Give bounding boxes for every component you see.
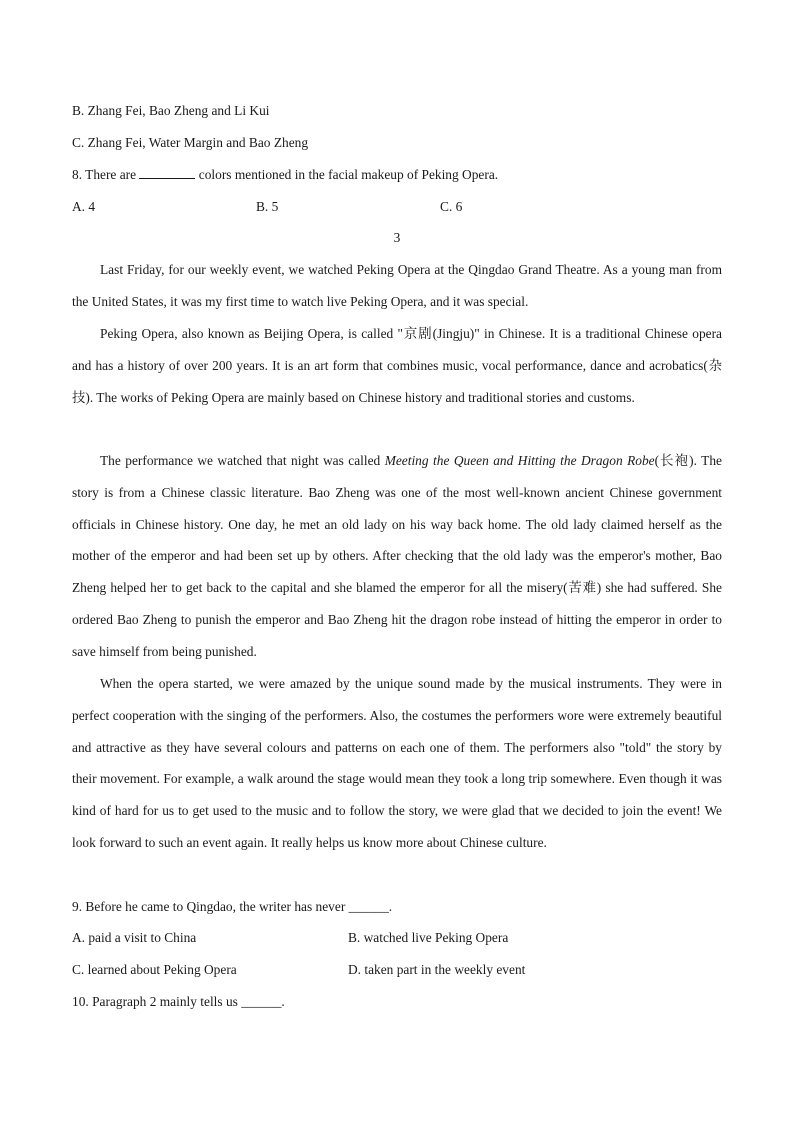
q9-option-d: D. taken part in the weekly event	[348, 962, 526, 977]
q8-option-c: C. 6	[440, 199, 463, 214]
q9-option-c: C. learned about Peking Opera	[72, 962, 237, 977]
q8-stem-before: 8. There are	[72, 167, 140, 182]
q8-blank	[139, 178, 195, 179]
q9-stem: 9. Before he came to Qingdao, the writer has never ______.	[72, 899, 393, 914]
q9-option-b: B. watched live Peking Opera	[348, 930, 509, 945]
q8-option-b: B. 5	[256, 199, 279, 214]
q8-stem-after: colors mentioned in the facial makeup of Peking Opera.	[195, 167, 499, 182]
passage-paragraph-2: Peking Opera, also known as Beijing Opera, is called "京剧(Jingju)" in Chinese. It is a traditional Chinese opera and has a history of over 200 years. It is an art form that combines music, vocal performance, dance and acrobatics(杂技). The works of Peking Opera are mainly based on Chinese history and traditional stories and customs.	[72, 326, 722, 405]
passage-number: 3	[393, 230, 401, 245]
paragraph-3-body: (长袍). The story is from a Chinese classic literature. Bao Zheng was one of the most well-known ancient Chinese government officials in Chinese history. One day, he met an old lady on his way back home. The old lady claimed herself as the mother of the emperor and had been set up by others. After checking that the old lady was the emperor's mother, Bao Zheng helped her to get back to the capital and she blamed the emperor for all the misery(苦难) she had suffered. She ordered Bao Zheng to punish the emperor and Bao Zheng hit the dragon robe instead of hitting the emperor in order to save himself from being punished.	[72, 453, 722, 659]
opera-title: Meeting the Queen and Hitting the Dragon Robe	[384, 453, 655, 468]
q7-option-b: B. Zhang Fei, Bao Zheng and Li Kui	[72, 103, 270, 118]
q8-stem	[72, 167, 498, 183]
q9-option-a: A. paid a visit to China	[72, 930, 197, 945]
passage-paragraph-3	[72, 445, 722, 668]
passage-paragraph-1: Last Friday, for our weekly event, we watched Peking Opera at the Qingdao Grand Theatre. As a young man from the United States, it was my first time to watch live Peking Opera, and it was special.	[72, 262, 722, 309]
q10-stem: 10. Paragraph 2 mainly tells us ______.	[72, 994, 285, 1009]
passage-paragraph-4: When the opera started, we were amazed by the unique sound made by the musical instruments. They were in perfect cooperation with the singing of the performers. Also, the costumes the performers wore were extremely beautiful and attractive as they have several colours and patterns on each one of them. The performers also "told" the story by their movement. For example, a walk around the stage would mean they took a long trip somewhere. Even though it was kind of hard for us to get used to the music and to follow the story, we were glad that we decided to join the event! We look forward to such an event again. It really helps us know more about Chinese culture.	[72, 676, 722, 850]
paragraph-3-intro: The performance we watched that night was called	[100, 453, 385, 468]
q7-option-c: C. Zhang Fei, Water Margin and Bao Zheng	[72, 135, 309, 150]
q8-option-a: A. 4	[72, 199, 96, 214]
